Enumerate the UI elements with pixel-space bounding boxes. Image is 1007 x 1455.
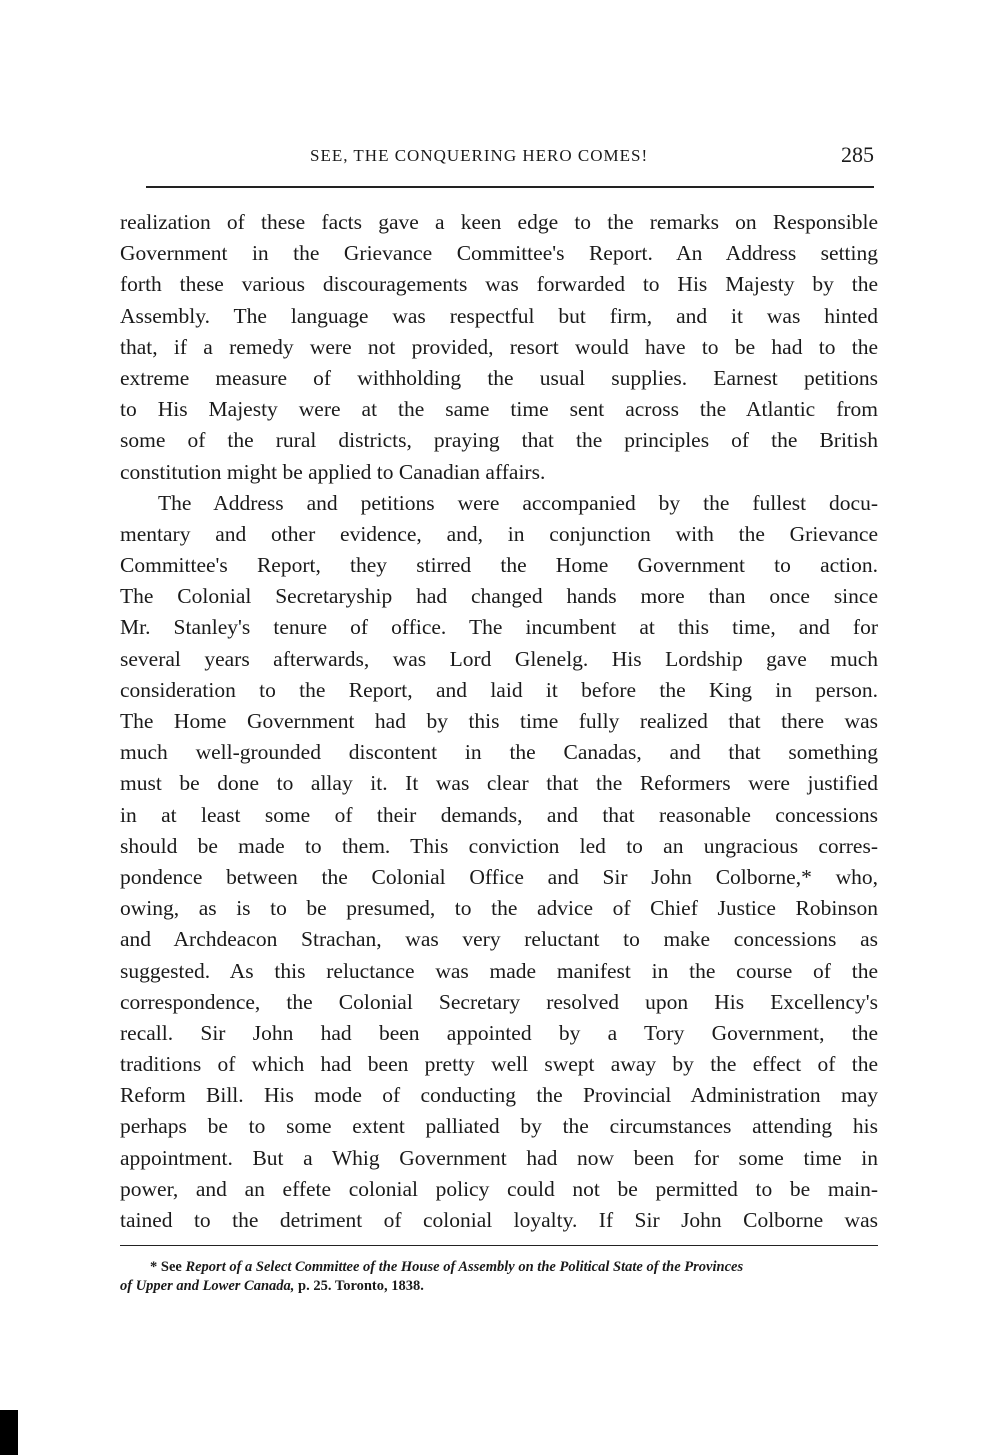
text-line: owing, as is to be presumed, to the advice of Chief Justice Robinson	[120, 896, 878, 921]
text-line: suggested. As this reluctance was made manifest in the course of the	[120, 958, 878, 983]
scan-edge-mark	[0, 1410, 18, 1455]
footnote-marker: * See	[150, 1259, 182, 1275]
text-line: Committee's Report, they stirred the Home Government to action.	[120, 553, 878, 578]
text-line: traditions of which had been pretty well swept away by the effect of the	[120, 1052, 878, 1077]
text-line: mentary and other evidence, and, in conjunction with the Grievance	[120, 521, 878, 546]
footnote-citation: p. 25. Toronto, 1838.	[298, 1278, 424, 1294]
text-line: much well-grounded discontent in the Canadas, and that something	[120, 740, 878, 765]
text-line: Government in the Grievance Committee's Report. An Address setting	[120, 241, 878, 266]
text-line: The Colonial Secretaryship had changed hands more than once since	[120, 584, 878, 609]
running-head	[120, 142, 878, 172]
footnote-line	[120, 1277, 878, 1296]
text-line: tained to the detriment of colonial loyalty. If Sir John Colborne was	[120, 1208, 878, 1232]
footnote-line	[120, 1258, 878, 1277]
text-line: appointment. But a Whig Government had now been for some time in	[120, 1145, 878, 1170]
body-text	[120, 207, 878, 1236]
text-line: forth these various discouragements was forwarded to His Majesty by the	[120, 272, 878, 297]
text-line: correspondence, the Colonial Secretary resolved upon His Excellency's	[120, 989, 878, 1014]
header-divider	[146, 186, 874, 188]
text-line: and Archdeacon Strachan, was very reluctant to make concessions as	[120, 927, 878, 952]
footnote-title: Report of a Select Committee of the House of Assembly on the Political State of the Provinces	[185, 1259, 744, 1275]
text-line: several years afterwards, was Lord Glenelg. His Lordship gave much	[120, 646, 878, 671]
text-line: that, if a remedy were not provided, resort would have to be had to the	[120, 334, 878, 359]
footnote-title-cont: of Upper and Lower Canada,	[120, 1278, 295, 1294]
text-line: extreme measure of withholding the usual supplies. Earnest petitions	[120, 365, 878, 390]
text-line: Assembly. The language was respectful but firm, and it was hinted	[120, 303, 878, 328]
text-line: The Address and petitions were accompanied by the fullest docu-	[158, 490, 878, 515]
text-line: some of the rural districts, praying that the principles of the British	[120, 428, 878, 453]
text-line: Mr. Stanley's tenure of office. The incumbent at this time, and for	[120, 615, 878, 640]
footnote-divider	[120, 1245, 878, 1246]
text-line: to His Majesty were at the same time sent across the Atlantic from	[120, 397, 878, 422]
text-line: realization of these facts gave a keen edge to the remarks on Responsible	[120, 210, 878, 234]
text-line: Reform Bill. His mode of conducting the Provincial Administration may	[120, 1083, 878, 1108]
page-number: 285	[841, 142, 874, 167]
running-title: SEE, THE CONQUERING HERO COMES!	[310, 146, 649, 165]
text-line: consideration to the Report, and laid it before the King in person.	[120, 677, 878, 702]
text-line: pondence between the Colonial Office and Sir John Colborne,* who,	[120, 864, 878, 889]
text-line: power, and an effete colonial policy could not be permitted to be main-	[120, 1176, 878, 1201]
text-line: in at least some of their demands, and that reasonable concessions	[120, 802, 878, 827]
text-line: must be done to allay it. It was clear that the Reformers were justified	[120, 771, 878, 796]
text-line: perhaps be to some extent palliated by the circumstances attending his	[120, 1114, 878, 1139]
text-line: recall. Sir John had been appointed by a Tory Government, the	[120, 1020, 878, 1045]
footnote	[120, 1258, 878, 1296]
text-line: The Home Government had by this time fully realized that there was	[120, 709, 878, 733]
text-line: should be made to them. This conviction led to an ungracious corres-	[120, 833, 878, 858]
text-line: constitution might be applied to Canadian affairs.	[120, 459, 546, 484]
